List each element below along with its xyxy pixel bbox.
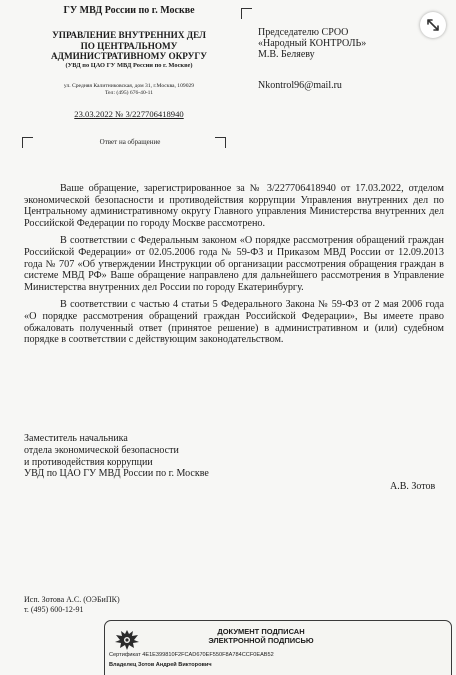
letterhead-org-line: АДМИНИСТРАТИВНОМУ ОКРУГУ <box>50 51 208 61</box>
recipient-line: Председателю СРОО <box>258 27 349 38</box>
recipient-line: М.В. Беляеву <box>258 49 315 61</box>
recipient-block <box>258 27 366 61</box>
recipient-line: «Народный КОНТРОЛЬ» <box>258 38 367 50</box>
letterhead-phone: Тел: (495) 676-40-11 <box>104 90 154 96</box>
executor-block <box>24 595 120 615</box>
stamp-title-line: ЭЛЕКТРОННОЙ ПОДПИСЬЮ <box>208 636 314 645</box>
body-paragraph: В соответствии с Федеральным законом «О порядке рассмотрения обращений граждан Российской Федерации» от 02.05.2006 года № 59-ФЗ и Приказом МВД России от 12.09.2013 года № 707 «Об утверждении Инструкции об организации рассмотрения обращения граждан в системе МВД РФ» Ваше обращение направлено для дальнейшего рассмотрения в Управление Министерства внутренних дел России по городу Екатеринбургу. <box>24 235 444 293</box>
signatory-line: отдела экономической безопасности <box>24 444 179 456</box>
letter-body <box>24 183 444 352</box>
letterhead-address-block <box>24 83 234 97</box>
executor-name: Исп. Зотова А.С. (ОЭБиПК) <box>24 595 120 604</box>
expand-arrows-icon <box>426 18 440 32</box>
subject-line: Ответ на обращение <box>99 138 161 146</box>
executor-phone: т. (495) 600-12-91 <box>24 605 84 614</box>
eagle-emblem-icon <box>113 627 141 653</box>
corner-mark <box>22 137 33 148</box>
electronic-signature-stamp <box>104 620 452 675</box>
corner-mark <box>241 8 252 19</box>
letterhead-short-name: (УВД по ЦАО ГУ МВД России по г. Москве) <box>65 62 193 69</box>
stamp-title-line: ДОКУМЕНТ ПОДПИСАН <box>217 627 305 636</box>
stamp-certificate: Сертификат 4E1E399810F2FCAD670EF550F8A784CCF0EAB52 <box>109 652 274 658</box>
signatory-line: и противодействия коррупции <box>24 456 153 468</box>
expand-button[interactable] <box>420 12 446 38</box>
letterhead-address: ул. Средняя Калитниковская, дом 31, г.Москва, 109029 <box>63 83 195 89</box>
letterhead-org-line: УПРАВЛЕНИЕ ВНУТРЕННИХ ДЕЛ <box>52 30 206 40</box>
letterhead-org-line: ПО ЦЕНТРАЛЬНОМУ <box>80 40 178 51</box>
signatory-line: УВД по ЦАО ГУ МВД России по г. Москве <box>24 468 209 480</box>
recipient-email: Nkontrol96@mail.ru <box>258 80 342 91</box>
stamp-owner: Владелец Зотов Андрей Викторович <box>109 662 212 668</box>
body-paragraph: В соответствии с частью 4 статьи 5 Федерального Закона № 59-ФЗ от 2 мая 2006 года «О порядке рассмотрения обращений граждан Российской Федерации», Вы имеете право обжаловать полученный ответ (принятое решение) в административном и (или) судебном порядке в соответствии с действующим законодательством. <box>24 299 444 346</box>
corner-mark <box>215 137 226 148</box>
body-paragraph: Ваше обращение, зарегистрированное за № 3/227706418940 от 17.03.2022, отделом экономической безопасности и противодействия коррупции Управления внутренних дел по Центральному административному округу Главного управления Министерства внутренних дел Российской Федерации по городу Москве рассмотрено. <box>24 183 444 229</box>
letterhead-ministry: ГУ МВД России по г. Москве <box>63 5 195 16</box>
signatory-name: А.В. Зотов <box>390 481 436 492</box>
letterhead-organization <box>24 30 234 62</box>
signatory-position <box>24 433 209 480</box>
reference-number: 23.03.2022 № 3/227706418940 <box>74 109 184 119</box>
signatory-line: Заместитель начальника <box>24 433 128 444</box>
stamp-title <box>167 627 355 645</box>
